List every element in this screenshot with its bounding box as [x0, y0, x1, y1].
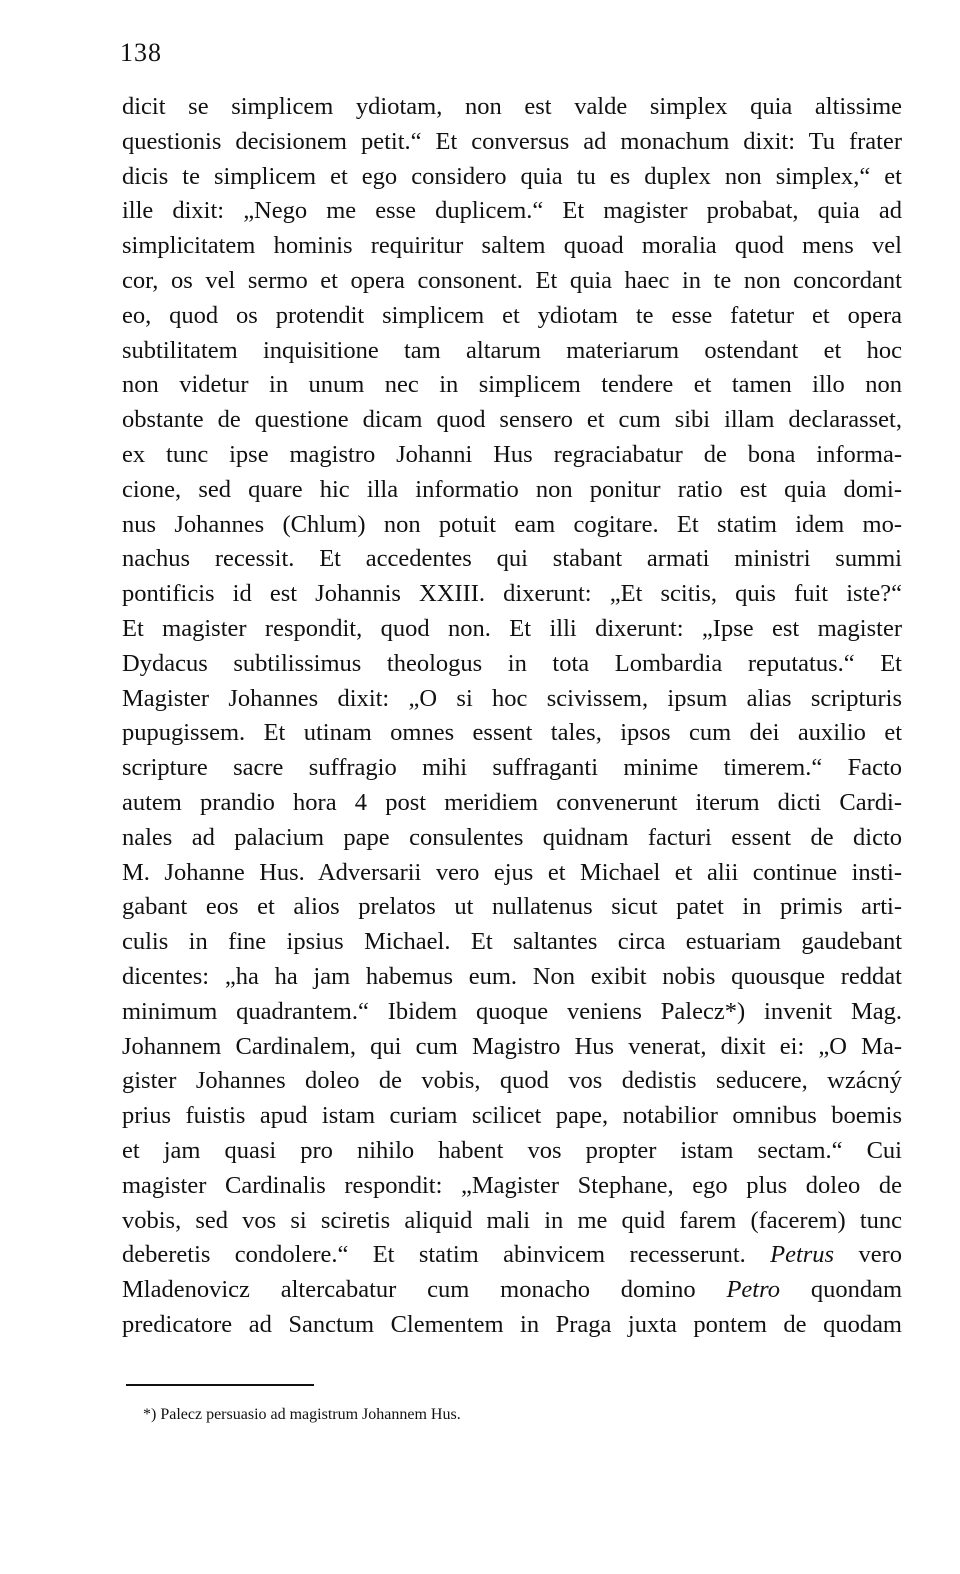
- text-line: ex tunc ipse magistro Johanni Hus regraciabatur de bona informa-: [122, 440, 902, 468]
- text-line: magister Cardinalis respondit: „Magister Stephane, ego plus doleo de: [122, 1171, 902, 1199]
- text-line: non videtur in unum nec in simplicem tendere et tamen illo non: [122, 371, 902, 399]
- text-line: dicit se simplicem ydiotam, non est valde simplex quia altissime: [122, 93, 902, 120]
- text-line: eo, quod os protendit simplicem et ydiotam te esse fatetur et opera: [122, 301, 902, 329]
- text-line: Mladenovicz altercabatur cum monacho domino Petro quondam: [122, 1276, 903, 1304]
- text-line: ille dixit: „Nego me esse duplicem.“ Et magister probabat, quia ad: [122, 197, 902, 225]
- text-line: questionis decisionem petit.“ Et conversus ad monachum dixit: Tu frater: [122, 127, 902, 155]
- text-line: dicis te simplicem et ego considero quia tu es duplex non simplex,“ et: [122, 162, 902, 190]
- text-line: deberetis condolere.“ Et statim abinvicem recesserunt. Petrus vero: [122, 1241, 902, 1269]
- text-line: Magister Johannes dixit: „O si hoc scivissem, ipsum alias scripturis: [122, 684, 902, 712]
- page-number: 138: [120, 38, 162, 67]
- text-line: et jam quasi pro nihilo habent vos propter istam sectam.“ Cui: [122, 1136, 902, 1164]
- text-line: autem prandio hora 4 post meridiem convenerunt iterum dicti Cardi-: [122, 788, 902, 816]
- text-line: predicatore ad Sanctum Clementem in Praga juxta pontem de quodam: [122, 1310, 902, 1338]
- footnote-rule: [126, 1384, 314, 1386]
- text-line: gabant eos et alios prelatos ut nullatenus sicut patet in primis arti-: [122, 893, 902, 921]
- text-line: M. Johanne Hus. Adversarii vero ejus et Michael et alii continue insti-: [122, 858, 902, 886]
- footnote: *) Palecz persuasio ad magistrum Johannem Hus.: [143, 1406, 461, 1423]
- text-line: prius fuistis apud istam curiam scilicet pape, notabilior omnibus boemis: [122, 1102, 902, 1130]
- text-line: subtilitatem inquisitione tam altarum materiarum ostendant et hoc: [122, 336, 902, 364]
- text-line: gister Johannes doleo de vobis, quod vos dedistis seducere, wzácný: [122, 1067, 902, 1095]
- text-line: nales ad palacium pape consulentes quidnam facturi essent de dicto: [122, 823, 902, 851]
- text-line: cione, sed quare hic illa informatio non ponitur ratio est quia domi-: [122, 475, 902, 503]
- text-line: cor, os vel sermo et opera consonent. Et quia haec in te non concordant: [122, 266, 902, 294]
- text-line: vobis, sed vos si sciretis aliquid mali in me quid farem (facerem) tunc: [122, 1206, 902, 1234]
- text-line: Johannem Cardinalem, qui cum Magistro Hus venerat, dixit ei: „O Ma-: [122, 1032, 902, 1060]
- text-line: nachus recessit. Et accedentes qui stabant armati ministri summi: [122, 545, 902, 573]
- text-line: minimum quadrantem.“ Ibidem quoque veniens Palecz*) invenit Mag.: [122, 997, 902, 1025]
- text-line: pupugissem. Et utinam omnes essent tales, ipsos cum dei auxilio et: [122, 719, 902, 747]
- text-line: pontificis id est Johannis XXIII. dixerunt: „Et scitis, quis fuit iste?“: [122, 580, 902, 608]
- text-line: Et magister respondit, quod non. Et illi dixerunt: „Ipse est magister: [122, 614, 902, 642]
- text-line: nus Johannes (Chlum) non potuit eam cogitare. Et statim idem mo-: [122, 510, 902, 538]
- text-line: culis in fine ipsius Michael. Et saltantes circa estuariam gaudebant: [122, 928, 902, 956]
- text-line: Dydacus subtilissimus theologus in tota Lombardia reputatus.“ Et: [122, 649, 902, 677]
- text-line: simplicitatem hominis requiritur saltem quoad moralia quod mens vel: [122, 232, 902, 260]
- text-line: dicentes: „ha ha jam habemus eum. Non exibit nobis quousque reddat: [122, 962, 902, 990]
- body-text: [122, 90, 902, 1343]
- text-line: scripture sacre suffragio mihi suffraganti minime timerem.“ Facto: [122, 754, 902, 782]
- text-line: obstante de questione dicam quod sensero et cum sibi illam declarasset,: [122, 406, 902, 434]
